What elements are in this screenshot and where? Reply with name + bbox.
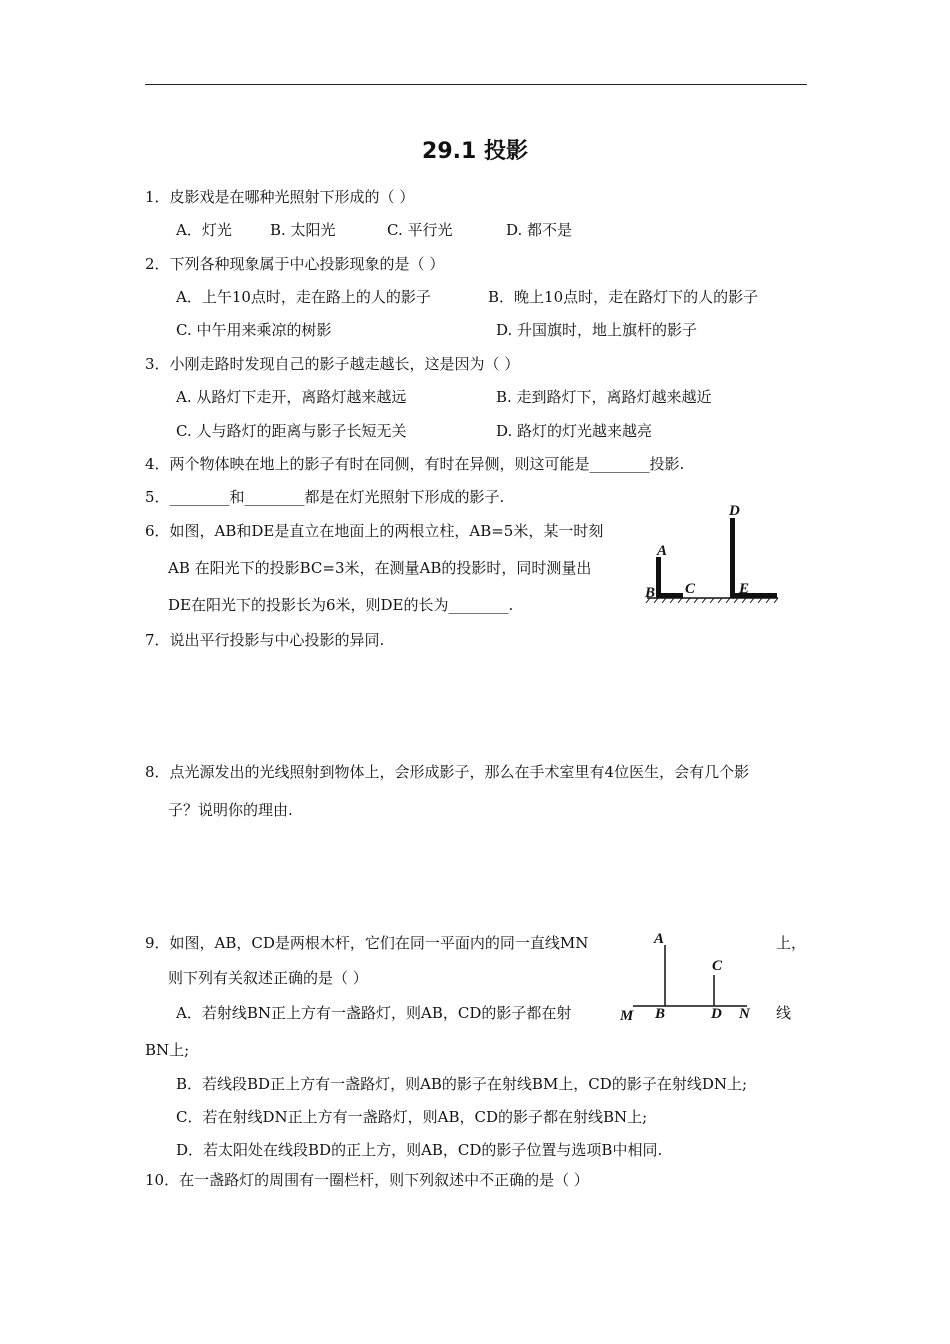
q6-line-3: DE在阳光下的投影长为6米，则DE的长为________. xyxy=(168,596,514,614)
q9-label-a: A xyxy=(654,931,665,947)
q8-line-2: 子？说明你的理由. xyxy=(168,801,293,819)
q6-pole-ab xyxy=(656,557,661,598)
q9-option-d: D．若太阳处在线段BD的正上方，则AB，CD的影子位置与选项B中相同. xyxy=(176,1141,663,1159)
page-title: 29.1 投影 xyxy=(422,139,528,164)
q9-label-n: N xyxy=(739,1006,750,1022)
q6-line-2: AB 在阳光下的投影BC=3米，在测量AB的投影时，同时测量出 xyxy=(168,559,592,577)
q6-pole-de xyxy=(730,518,735,598)
q6-shadow-ef xyxy=(730,593,777,598)
q6-label-d: D xyxy=(729,503,740,519)
q9-option-a-cont: BN上; xyxy=(145,1041,190,1059)
q9-option-a-tail: 线 xyxy=(776,1004,792,1022)
q6-label-c: C xyxy=(685,581,696,597)
q2-option-a: A．上午10点时，走在路上的人的影子 xyxy=(176,288,431,306)
q6-line-1: 6．如图，AB和DE是直立在地面上的两根立柱，AB=5米，某一时刻 xyxy=(145,522,604,540)
q3-option-d: D. 路灯的灯光越来越亮 xyxy=(496,422,653,440)
q9-label-c: C xyxy=(712,958,723,974)
q9-option-b: B．若线段BD正上方有一盏路灯，则AB的影子在射线BM上，CD的影子在射线DN上; xyxy=(176,1075,748,1093)
q7-stem: 7．说出平行投影与中心投影的异同. xyxy=(145,631,385,649)
q8-line-1: 8．点光源发出的光线照射到物体上，会形成影子，那么在手术室里有4位医生，会有几个影 xyxy=(145,763,750,781)
q9-label-d: D xyxy=(711,1006,722,1022)
q1-stem: 1．皮影戏是在哪种光照射下形成的（ ） xyxy=(145,188,415,206)
q9-line-1-tail: 上， xyxy=(776,934,807,952)
q9-label-b: B xyxy=(655,1006,666,1022)
q2-option-c: C. 中午用来乘凉的树影 xyxy=(176,321,332,339)
q6-shadow-bc xyxy=(656,593,683,598)
q1-option-a: A．灯光 xyxy=(176,221,232,239)
q1-option-d: D. 都不是 xyxy=(506,221,573,239)
q2-option-b: B．晚上10点时，走在路灯下的人的影子 xyxy=(488,288,759,306)
q6-label-e: E xyxy=(739,581,750,597)
q3-option-b: B. 走到路灯下，离路灯越来越近 xyxy=(496,388,712,406)
q1-option-b: B. 太阳光 xyxy=(270,221,336,239)
q9-option-a: A．若射线BN正上方有一盏路灯，则AB，CD的影子都在射 xyxy=(176,1004,572,1022)
q1-option-c: C. 平行光 xyxy=(387,221,453,239)
q3-stem: 3．小刚走路时发现自己的影子越走越长，这是因为（ ） xyxy=(145,355,520,373)
q9-option-c: C．若在射线DN正上方有一盏路灯，则AB，CD的影子都在射线BN上; xyxy=(176,1108,648,1126)
q2-option-d: D. 升国旗时，地上旗杆的影子 xyxy=(496,321,698,339)
header-rule xyxy=(145,84,807,85)
q9-figure xyxy=(615,925,765,1025)
q9-line-2: 则下列有关叙述正确的是（ ） xyxy=(168,969,368,987)
q5-stem: 5．________和________都是在灯光照射下形成的影子. xyxy=(145,488,505,506)
q3-option-a: A. 从路灯下走开，离路灯越来越远 xyxy=(176,388,407,406)
q4-stem: 4．两个物体映在地上的影子有时在同侧，有时在异侧，则这可能是________投影. xyxy=(145,455,685,473)
q6-figure xyxy=(640,500,790,610)
q6-label-b: B xyxy=(645,585,656,601)
q9-line-1: 9．如图，AB，CD是两根木杆，它们在同一平面内的同一直线MN xyxy=(145,934,589,952)
q2-stem: 2．下列各种现象属于中心投影现象的是（ ） xyxy=(145,255,445,273)
q9-label-m: M xyxy=(620,1008,634,1024)
q10-stem: 10．在一盏路灯的周围有一圈栏杆，则下列叙述中不正确的是（ ） xyxy=(145,1171,589,1189)
q6-label-a: A xyxy=(657,543,668,559)
q3-option-c: C. 人与路灯的距离与影子长短无关 xyxy=(176,422,407,440)
